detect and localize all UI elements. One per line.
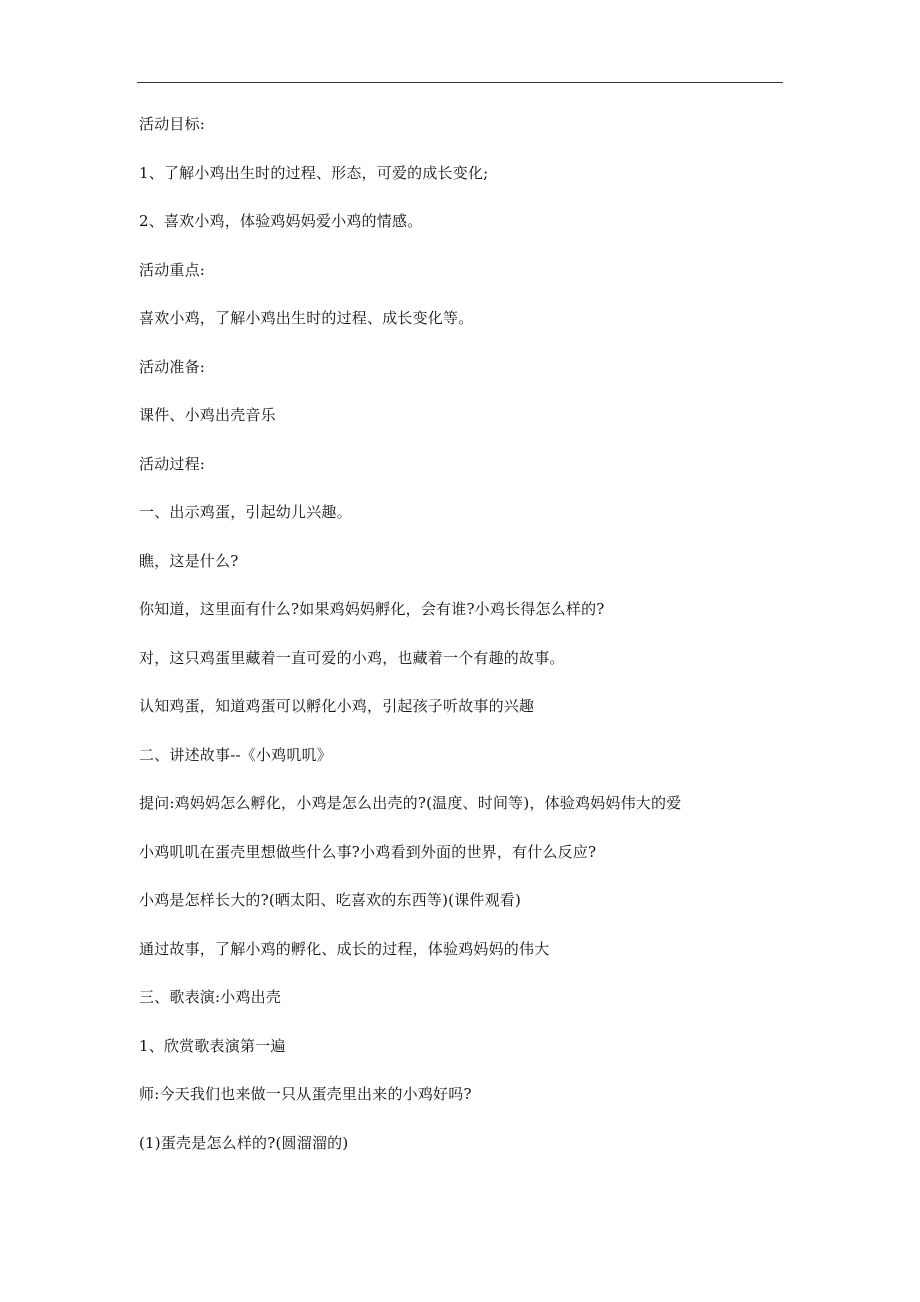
- heading-activity-preparation: 活动准备:: [139, 357, 206, 376]
- paragraph-line: 通过故事，了解小鸡的孵化、成长的过程，体验鸡妈妈的伟大: [139, 939, 550, 958]
- paragraph-line: 小鸡是怎样长大的?(晒太阳、吃喜欢的东西等)(课件观看): [139, 891, 522, 909]
- paragraph-line: (1)蛋壳是怎么样的?(圆溜溜的): [139, 1133, 349, 1152]
- heading-activity-focus: 活动重点:: [139, 260, 206, 279]
- heading-activity-process: 活动过程:: [139, 454, 206, 473]
- goal-item-1: 1、了解小鸡出生时的过程、形态，可爱的成长变化;: [139, 163, 489, 182]
- paragraph-line: 1、欣赏歌表演第一遍: [139, 1036, 286, 1055]
- heading-activity-goals: 活动目标:: [139, 115, 206, 133]
- paragraph-line: 认知鸡蛋，知道鸡蛋可以孵化小鸡，引起孩子听故事的兴趣: [139, 697, 535, 715]
- process-step-3: 三、歌表演:小鸡出壳: [139, 988, 282, 1006]
- paragraph-line: 师:今天我们也来做一只从蛋壳里出来的小鸡好吗?: [139, 1085, 472, 1103]
- paragraph-line: 对，这只鸡蛋里藏着一直可爱的小鸡，也藏着一个有趣的故事。: [139, 648, 565, 667]
- paragraph-line: 提问:鸡妈妈怎么孵化，小鸡是怎么出壳的?(温度、时间等)，体验鸡妈妈伟大的爱: [139, 794, 682, 812]
- preparation-text: 课件、小鸡出壳音乐: [139, 406, 276, 424]
- paragraph-line: 你知道，这里面有什么?如果鸡妈妈孵化，会有谁?小鸡长得怎么样的?: [139, 600, 605, 618]
- paragraph-line: 小鸡叽叽在蛋壳里想做些什么事?小鸡看到外面的世界，有什么反应?: [139, 842, 597, 861]
- header-rule: [137, 82, 783, 83]
- document-body: [139, 112, 799, 1179]
- paragraph-line: 瞧，这是什么?: [139, 551, 239, 570]
- process-step-2: 二、讲述故事--《小鸡叽叽》: [139, 745, 332, 764]
- process-step-1: 一、出示鸡蛋，引起幼儿兴趣。: [139, 503, 352, 521]
- goal-item-2: 2、喜欢小鸡，体验鸡妈妈爱小鸡的情感。: [139, 212, 423, 230]
- focus-text: 喜欢小鸡，了解小鸡出生时的过程、成长变化等。: [139, 309, 474, 327]
